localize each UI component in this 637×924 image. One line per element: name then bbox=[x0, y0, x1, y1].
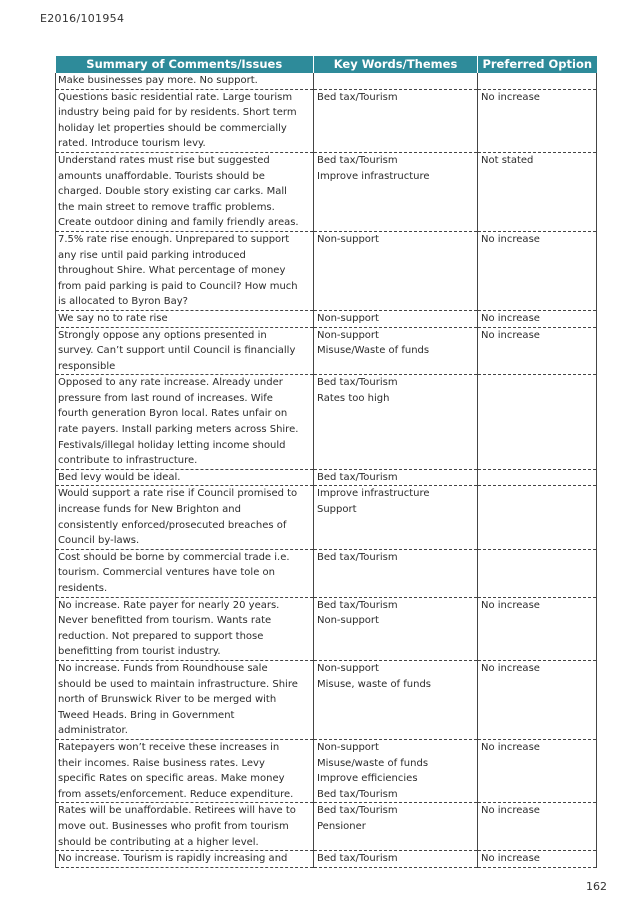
table-row bbox=[56, 486, 597, 549]
themes-cell: Bed tax/Tourism Pensioner bbox=[314, 803, 478, 851]
option-cell: No increase bbox=[478, 597, 597, 660]
table-row bbox=[56, 89, 597, 152]
themes-cell: Bed tax/Tourism Rates too high bbox=[314, 375, 478, 470]
table-row bbox=[56, 739, 597, 802]
summary-cell: Bed levy would be ideal. bbox=[56, 469, 314, 486]
table-row bbox=[56, 660, 597, 739]
themes-cell: Bed tax/Tourism bbox=[314, 851, 478, 868]
table-row bbox=[56, 231, 597, 310]
summary-cell: Cost should be borne by commercial trade i.e. tourism. Commercial ventures have tole on residents. bbox=[56, 549, 314, 597]
option-cell: No increase bbox=[478, 660, 597, 739]
table-row bbox=[56, 469, 597, 486]
table-row bbox=[56, 851, 597, 868]
summary-cell: Rates will be unaffordable. Retirees will have to move out. Businesses who profit from tourism should be contributing at a higher level. bbox=[56, 803, 314, 851]
summary-cell: Strongly oppose any options presented in survey. Can’t support until Council is financially responsible bbox=[56, 327, 314, 375]
table-row bbox=[56, 310, 597, 327]
table-row bbox=[56, 803, 597, 851]
option-cell bbox=[478, 469, 597, 486]
themes-cell: Non-support bbox=[314, 231, 478, 310]
option-cell bbox=[478, 375, 597, 470]
column-header-summary: Summary of Comments/Issues bbox=[56, 56, 314, 73]
summary-cell: No increase. Funds from Roundhouse sale should be used to maintain infrastructure. Shire north of Brunswick River to be merged with Tweed Heads. Bring in Government administrator. bbox=[56, 660, 314, 739]
summary-cell: Make businesses pay more. No support. bbox=[56, 73, 314, 89]
option-cell bbox=[478, 73, 597, 89]
themes-cell bbox=[314, 73, 478, 89]
option-cell: No increase bbox=[478, 739, 597, 802]
summary-cell: Ratepayers won’t receive these increases in their incomes. Raise business rates. Levy specific Rates on specific areas. Make money from assets/enforcement. Reduce expenditure. bbox=[56, 739, 314, 802]
option-cell: No increase bbox=[478, 327, 597, 375]
summary-cell: Understand rates must rise but suggested amounts unaffordable. Tourists should be charged. Double story existing car carks. Mall the main street to remove traffic problems. Create outdoor dining and family friendly areas. bbox=[56, 152, 314, 231]
document-reference: E2016/101954 bbox=[40, 12, 125, 25]
summary-cell: 7.5% rate rise enough. Unprepared to support any rise until paid parking introduced throughout Shire. What percentage of money from paid parking is paid to Council? How much is allocated to Byron Bay? bbox=[56, 231, 314, 310]
option-cell: No increase bbox=[478, 803, 597, 851]
summary-cell: No increase. Rate payer for nearly 20 years. Never benefitted from tourism. Wants rate reduction. Not prepared to support those benefitting from tourist industry. bbox=[56, 597, 314, 660]
option-cell bbox=[478, 486, 597, 549]
option-cell bbox=[478, 549, 597, 597]
themes-cell: Improve infrastructure Support bbox=[314, 486, 478, 549]
table-row bbox=[56, 73, 597, 89]
table-header bbox=[56, 56, 597, 73]
summary-cell: Questions basic residential rate. Large tourism industry being paid for by residents. Short term holiday let properties should be commercially rated. Introduce tourism levy. bbox=[56, 89, 314, 152]
summary-cell: Opposed to any rate increase. Already under pressure from last round of increases. Wife fourth generation Byron local. Rates unfair on rate payers. Install parking meters across Shire. Festivals/illegal holiday letting income should contribute to infrastructure. bbox=[56, 375, 314, 470]
table-row bbox=[56, 152, 597, 231]
option-cell: No increase bbox=[478, 89, 597, 152]
table-row bbox=[56, 375, 597, 470]
summary-cell: No increase. Tourism is rapidly increasing and bbox=[56, 851, 314, 868]
summary-cell: We say no to rate rise bbox=[56, 310, 314, 327]
themes-cell: Non-support bbox=[314, 310, 478, 327]
option-cell: No increase bbox=[478, 310, 597, 327]
option-cell: No increase bbox=[478, 231, 597, 310]
table-row bbox=[56, 327, 597, 375]
themes-cell: Bed tax/Tourism bbox=[314, 469, 478, 486]
column-header-preferred-option: Preferred Option bbox=[478, 56, 597, 73]
themes-cell: Bed tax/Tourism Non-support bbox=[314, 597, 478, 660]
themes-cell: Bed tax/Tourism bbox=[314, 549, 478, 597]
table-row bbox=[56, 597, 597, 660]
themes-cell: Non-support Misuse/waste of funds Improve efficiencies Bed tax/Tourism bbox=[314, 739, 478, 802]
themes-cell: Bed tax/Tourism Improve infrastructure bbox=[314, 152, 478, 231]
page-number: 162 bbox=[586, 880, 607, 893]
themes-cell: Non-support Misuse/Waste of funds bbox=[314, 327, 478, 375]
table-row bbox=[56, 549, 597, 597]
option-cell: Not stated bbox=[478, 152, 597, 231]
option-cell: No increase bbox=[478, 851, 597, 868]
summary-cell: Would support a rate rise if Council promised to increase funds for New Brighton and consistently enforced/prosecuted breaches of Council by-laws. bbox=[56, 486, 314, 549]
themes-cell: Bed tax/Tourism bbox=[314, 89, 478, 152]
comments-table bbox=[55, 56, 597, 868]
column-header-key-words: Key Words/Themes bbox=[314, 56, 478, 73]
themes-cell: Non-support Misuse, waste of funds bbox=[314, 660, 478, 739]
